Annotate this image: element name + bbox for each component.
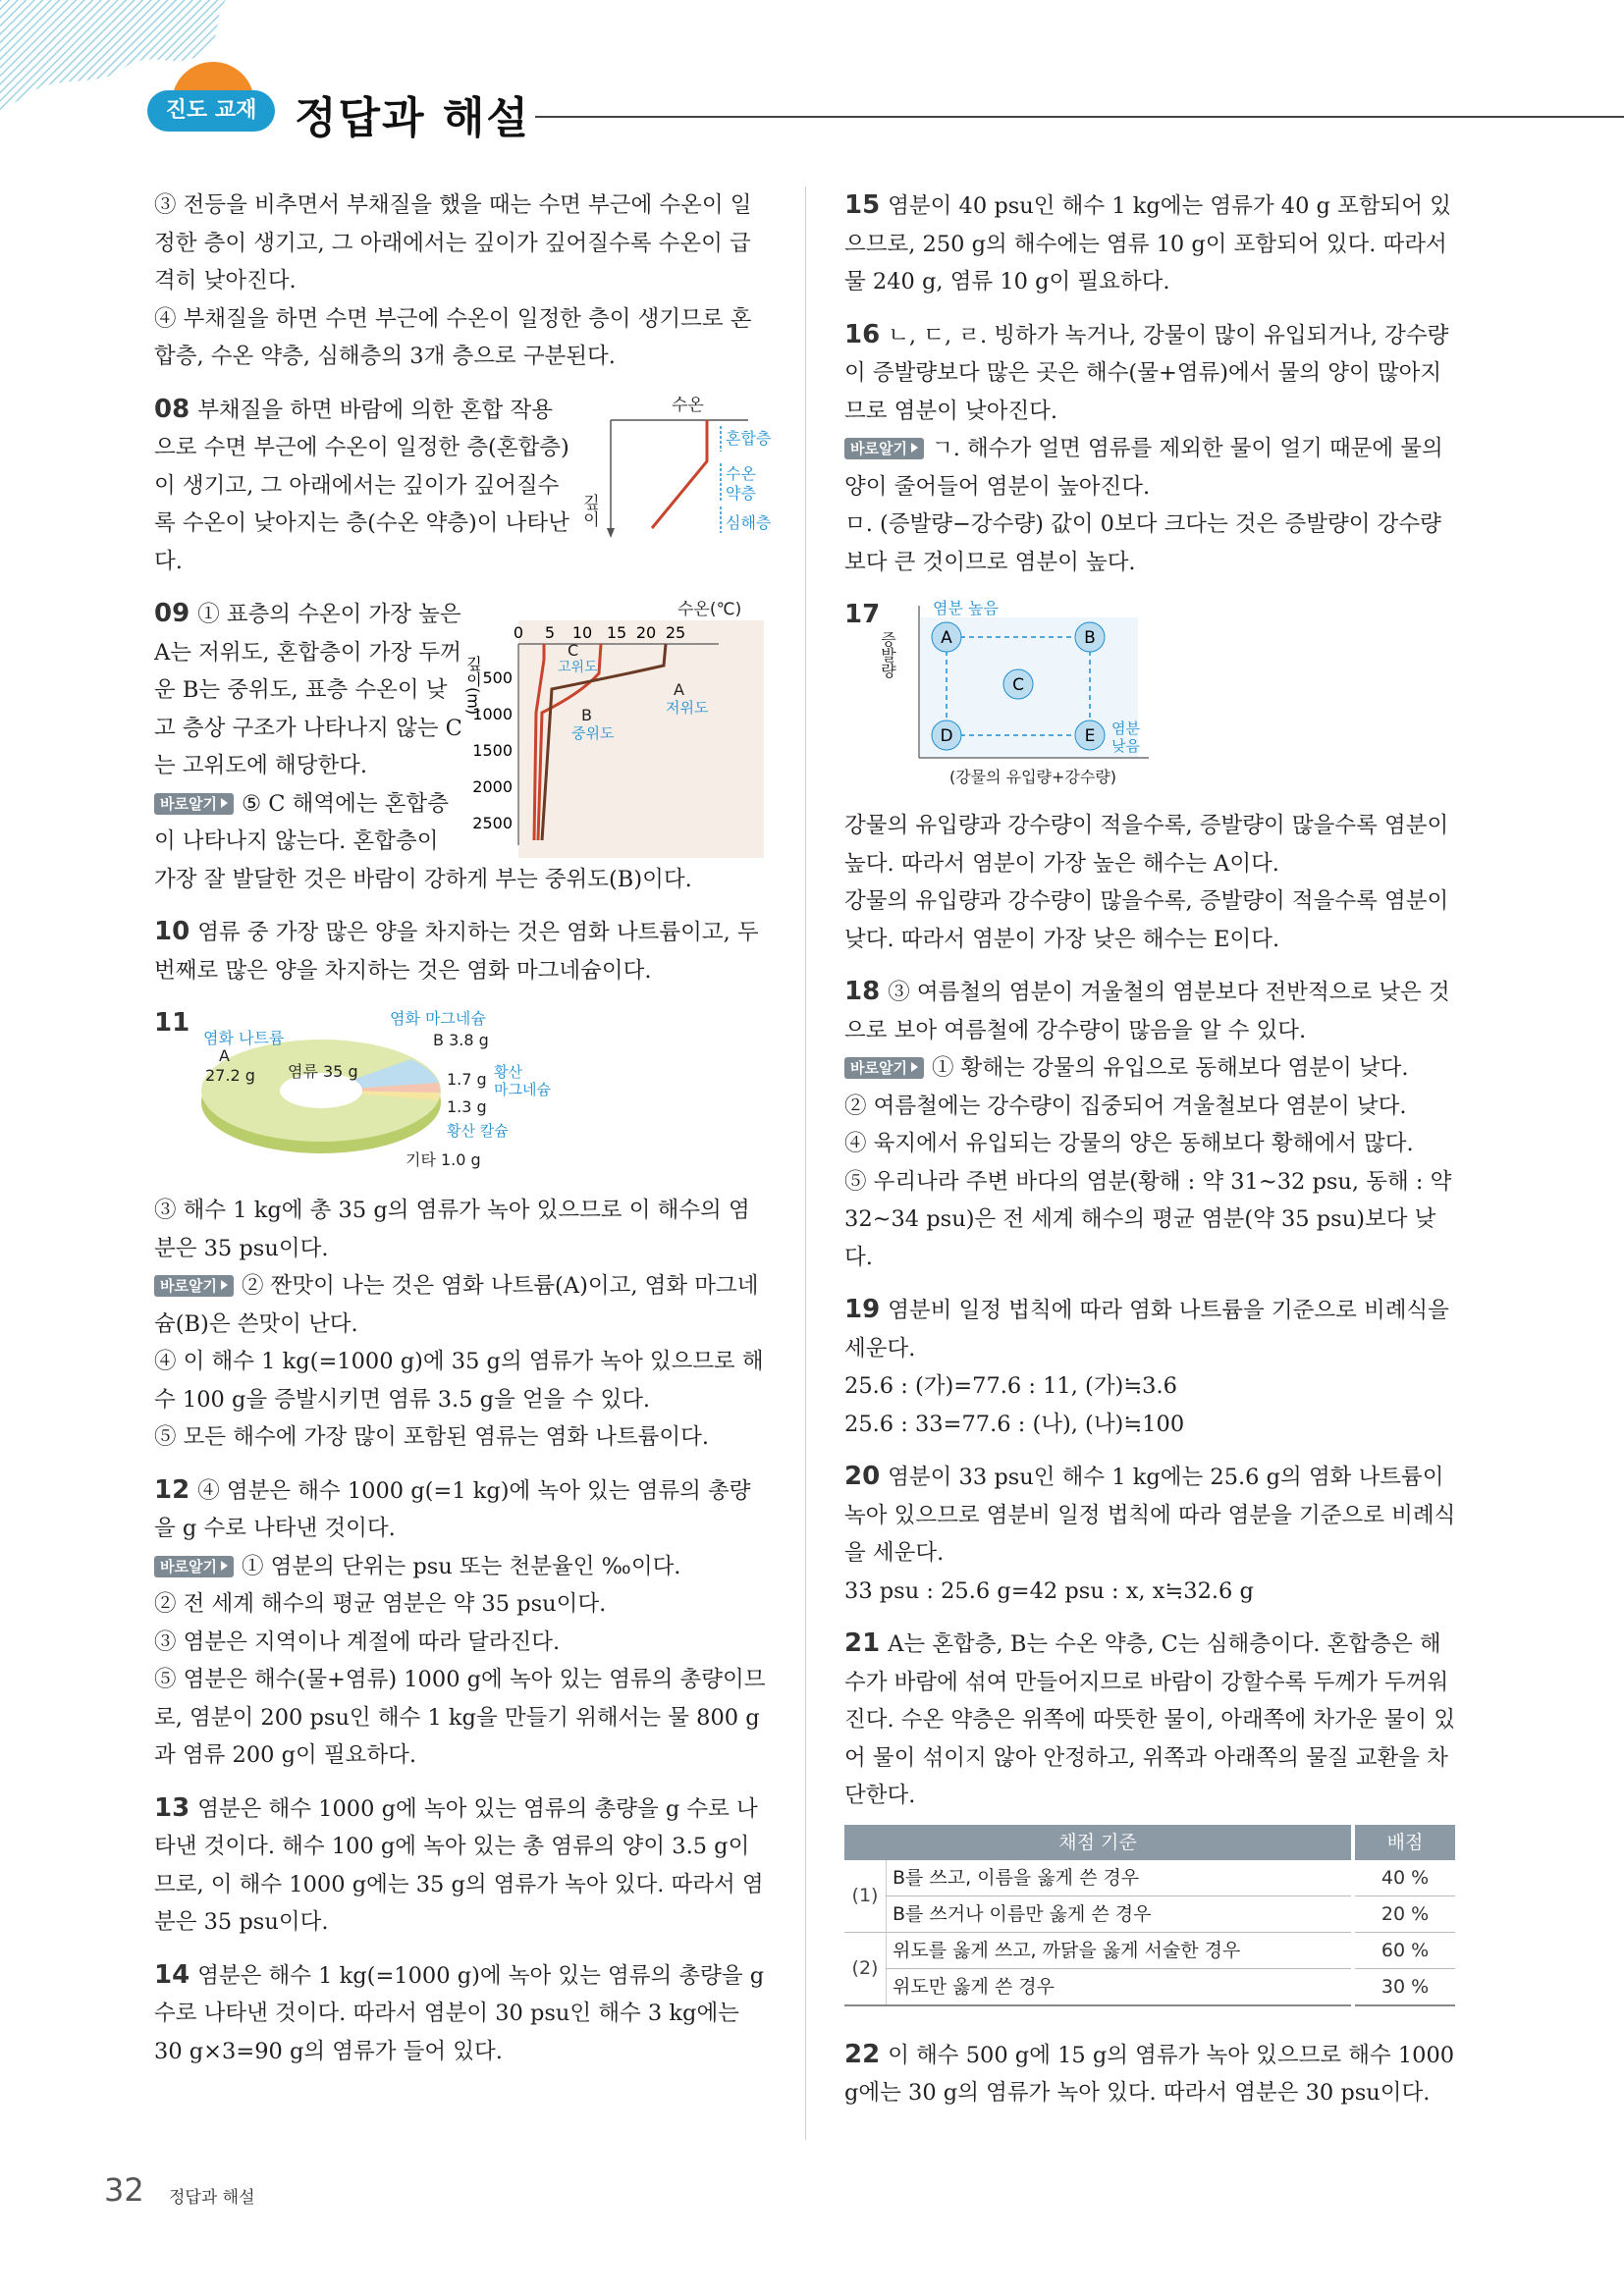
answer-text: 이 해수 500 g에 15 g의 염류가 녹아 있으므로 해수 1000 g에는 30 g의 염류가 녹아 있다. 따라서 염분은 30 psu이다.	[844, 2042, 1455, 2106]
answer-text: ① 표층의 수온이 가장 높은 A는 저위도, 혼합층이 가장 두꺼운 B는 중위도, 표층 수온이 낮고 층상 구조가 나타나지 않는 C는 고위도에 해당한다.	[154, 602, 462, 778]
q09-curve-a-letter: A	[674, 680, 684, 699]
question-number: 09	[154, 599, 190, 628]
question-number: 13	[154, 1792, 190, 1823]
q09-xtick: 20	[635, 623, 657, 642]
q09-latitude-temperature-figure	[463, 595, 768, 858]
correction-text: ㅁ. (증발량−강수량) 값이 0보다 크다는 것은 증발량이 강수량보다 큰 것이므로 염분이 높다.	[844, 511, 1441, 575]
scoring-table-header-points: 배점	[1353, 1825, 1455, 1860]
q11-other-value: 기타 1.0 g	[406, 1150, 481, 1169]
q17-point-e: E	[1084, 726, 1096, 746]
correction-tag: 바로알기	[154, 793, 234, 815]
correction-tag: 바로알기	[844, 1057, 924, 1079]
q17-point-b: B	[1084, 628, 1096, 648]
correction-tag: 바로알기	[154, 1556, 234, 1577]
question-number: 15	[844, 190, 881, 220]
correction-text: ④ 이 해수 1 kg(=1000 g)에 35 g의 염류가 녹아 있으므로 해수 100 g을 증발시키면 염류 3.5 g을 얻을 수 있다.	[154, 1349, 764, 1413]
answer-text: 염분은 해수 1 kg(=1000 g)에 녹아 있는 염류의 총량을 g 수로 나타낸 것이다. 따라서 염분이 30 psu인 해수 3 kg에는 30 g×3=90 g의 염류가 들어 있다.	[154, 1962, 765, 2064]
q17-salinity-diagram	[878, 596, 1178, 792]
question-09	[154, 595, 768, 898]
page-header	[0, 0, 1624, 157]
q08-temp-label: 수온	[672, 395, 704, 415]
q17-evaporation-label: 증발량	[878, 631, 897, 678]
q17-point-c: C	[1012, 675, 1024, 695]
scoring-table-header-criteria: 채점 기준	[844, 1825, 1353, 1860]
table-criteria: B를 쓰고, 이름을 옳게 쓴 경우	[887, 1860, 1354, 1896]
answer-text: 염분이 40 psu인 해수 1 kg에는 염류가 40 g 포함되어 있으므로, 250 g의 해수에는 염류 10 g이 포함되어 있다. 따라서 물 240 g, 염류 10 g이 필요하다.	[844, 193, 1451, 294]
correction-text: ② 여름철에는 강수량이 집중되어 겨울철보다 염분이 낮다.	[844, 1093, 1407, 1119]
correction-text: ⑤ 염분은 해수(물+염류) 1000 g에 녹아 있는 염류의 총량이므로, 염분이 200 psu인 해수 1 kg을 만들기 위해서는 물 800 g과 염류 200 g이 필요하다.	[154, 1667, 766, 1768]
question-20	[844, 1458, 1458, 1610]
table-points: 30 %	[1353, 1968, 1455, 2005]
q17-point-d: D	[940, 726, 953, 746]
q11-caso4-value: 1.3 g	[447, 1097, 487, 1116]
question-19	[844, 1291, 1458, 1443]
q09-depth-axis-label: 깊이(m)	[463, 656, 483, 716]
answer-text: 강물의 유입량과 강수량이 많을수록, 증발량이 적을수록 염분이 낮다. 따라서 염분이 가장 낮은 해수는 E이다.	[844, 888, 1449, 952]
q11-a-letter: A	[219, 1046, 230, 1065]
table-row	[844, 1932, 1455, 1968]
q09-xtick: 25	[665, 623, 686, 642]
answer-text: A는 혼합층, B는 수온 약층, C는 심해층이다. 혼합층은 해수가 바람에 섞여 만들어지므로 바람이 강할수록 두께가 두꺼워진다. 수온 약층은 위쪽에 따뜻한 물이, 아래쪽에 차가운 물이 있어 물이 섞이지 않아 안정하고, 위쪽과 아래쪽의 물질 교환을 차단한다.	[844, 1631, 1456, 1808]
answer-text: ③ 여름철의 염분이 겨울철의 염분보다 전반적으로 낮은 것으로 보아 여름철에 강수량이 많음을 알 수 있다.	[844, 980, 1450, 1043]
q09-temp-axis-label: 수온(℃)	[677, 600, 742, 619]
q09-ytick: 2000	[472, 777, 513, 796]
question-number: 17	[844, 600, 881, 629]
corner-decoration	[0, 0, 295, 157]
q17-low-salinity-label-2: 낮음	[1111, 737, 1140, 755]
table-points: 60 %	[1353, 1932, 1455, 1968]
q17-x-axis-label: (강물의 유입량+강수량)	[948, 768, 1117, 786]
left-column	[154, 187, 772, 2070]
question-number: 14	[154, 1959, 190, 1990]
q11-center-label: 염류 35 g	[288, 1062, 358, 1081]
answer-text: 염분은 해수 1000 g에 녹아 있는 염류의 총량을 g 수로 나타낸 것이다. 해수 100 g에 녹아 있는 총 염류의 양이 3.5 g이므로, 이 해수 1000 g에는 35 g의 염류가 녹아 있다. 따라서 염분은 35 psu이다.	[154, 1795, 764, 1935]
table-criteria: 위도를 옳게 쓰고, 까닭을 옳게 서술한 경우	[887, 1932, 1354, 1968]
q09-curve-c-latitude: 고위도	[558, 660, 598, 675]
question-22	[844, 2036, 1458, 2112]
question-18	[844, 973, 1458, 1276]
question-number: 19	[844, 1295, 881, 1324]
table-criteria: 위도만 옳게 쓴 경우	[887, 1968, 1354, 2005]
q09-ytick: 1000	[472, 705, 513, 723]
table-row	[844, 1896, 1455, 1932]
question-number: 12	[154, 1474, 190, 1505]
table-part: (1)	[844, 1860, 887, 1933]
header-rule	[535, 116, 1624, 118]
answer-text: ③ 전등을 비추면서 부채질을 했을 때는 수면 부근에 수온이 일정한 층이 생기고, 그 아래에서는 깊이가 깊어질수록 수온이 급격히 낮아진다.	[154, 192, 752, 294]
q09-ytick: 2500	[472, 814, 513, 832]
question-number: 22	[844, 2039, 881, 2069]
table-part: (2)	[844, 1932, 887, 2005]
answer-text: 부채질을 하면 바람에 의한 혼합 작용으로 수면 부근에 수온이 일정한 층(혼합층)이 생기고, 그 아래에서는 깊이가 깊어질수록 수온이 낮아지는 층(수온 약층)이 나타난다.	[154, 397, 569, 574]
table-points: 40 %	[1353, 1860, 1455, 1896]
q09-curve-b-latitude: 중위도	[571, 724, 615, 742]
question-15	[844, 187, 1458, 301]
correction-text: ④ 육지에서 유입되는 강물의 양은 동해보다 황해에서 많다.	[844, 1131, 1414, 1156]
q11-salt-composition-figure	[154, 1004, 551, 1177]
answer-text: 염류 중 가장 많은 양을 차지하는 것은 염화 나트륨이고, 두 번째로 많은 양을 차지하는 것은 염화 마그네슘이다.	[154, 920, 759, 984]
table-points: 20 %	[1353, 1896, 1455, 1932]
question-number: 16	[844, 319, 881, 349]
q09-xtick: 0	[513, 623, 524, 642]
question-16	[844, 316, 1458, 582]
q11-nacl-label: 염화 나트륨	[203, 1029, 285, 1047]
q09-xtick: 5	[544, 623, 556, 642]
correction-text: ⑤ C 해역에는 혼합층이 나타나지 않는다. 혼합층이 가장 잘 발달한 것은 바람이 강하게 부는 중위도(B)이다.	[154, 790, 692, 892]
equation: 25.6 : (가)=77.6 : 11, (가)≒3.6	[844, 1373, 1177, 1399]
q09-xtick: 10	[571, 623, 593, 642]
question-08	[154, 391, 772, 581]
correction-text: ⑤ 모든 해수에 가장 많이 포함된 염류는 염화 나트륨이다.	[154, 1424, 710, 1450]
question-13	[154, 1789, 768, 1942]
q09-xtick: 15	[606, 623, 627, 642]
question-number: 18	[844, 977, 881, 1006]
question-11	[154, 1004, 768, 1457]
q17-high-salinity-label: 염분 높음	[933, 599, 999, 617]
correction-text: ② 짠맛이 나는 것은 염화 나트륨(A)이고, 염화 마그네슘(B)은 쓴맛이 난다.	[154, 1273, 759, 1337]
question-number: 20	[844, 1462, 881, 1491]
question-14	[154, 1956, 768, 2071]
answer-text: ④ 염분은 해수 1000 g(=1 kg)에 녹아 있는 염류의 총량을 g 수로 나타낸 것이다.	[154, 1477, 751, 1541]
table-criteria: B를 쓰거나 이름만 옳게 쓴 경우	[887, 1896, 1354, 1932]
question-21	[844, 1625, 1458, 2006]
q09-curve-a-latitude: 저위도	[666, 699, 709, 717]
right-column	[844, 187, 1458, 2112]
q11-mgso4-label: 황산	[494, 1063, 522, 1081]
q09-ytick: 1500	[472, 741, 513, 760]
scoring-table	[844, 1825, 1455, 2006]
answer-text: ③ 해수 1 kg에 총 35 g의 염류가 녹아 있으므로 이 해수의 염분은 35 psu이다.	[154, 1198, 750, 1261]
q11-b-value: B 3.8 g	[433, 1031, 489, 1049]
answer-text: 강물의 유입량과 강수량이 적을수록, 증발량이 많을수록 염분이 높다. 따라서 염분이 가장 높은 해수는 A이다.	[844, 813, 1449, 877]
column-divider	[805, 187, 806, 2140]
q08-deep-layer-label: 심해층	[726, 512, 772, 532]
correction-text: ③ 염분은 지역이나 계절에 따라 달라진다.	[154, 1629, 561, 1655]
q09-curve-c-letter: C	[568, 641, 579, 660]
q08-thermocline-label: 수온	[726, 463, 756, 483]
q08-thermocline-label-2: 약층	[726, 483, 756, 503]
table-row	[844, 1860, 1455, 1896]
equation: 25.6 : 33=77.6 : (나), (나)≒100	[844, 1411, 1185, 1437]
question-17	[844, 596, 1458, 958]
question-number: 11	[154, 1008, 190, 1038]
page-title: 정답과 해설	[295, 93, 530, 143]
answer-text: 염분비 일정 법칙에 따라 염화 나트륨을 기준으로 비례식을 세운다.	[844, 1298, 1449, 1362]
question-12	[154, 1471, 768, 1775]
q09-ytick: 500	[482, 668, 513, 687]
question-number: 21	[844, 1629, 881, 1658]
correction-tag: 바로알기	[844, 438, 924, 459]
correction-text: ⑤ 우리나라 주변 바다의 염분(황해 : 약 31~32 psu, 동해 : 약 32~34 psu)은 전 세계 해수의 평균 염분(약 35 psu)보다 낮다.	[844, 1168, 1452, 1270]
q09-curve-b-letter: B	[581, 706, 592, 724]
q11-mgcl2-label: 염화 마그네슘	[390, 1009, 486, 1028]
question-10	[154, 913, 768, 989]
q17-point-a: A	[941, 628, 952, 648]
section-badge: 진도 교재	[147, 90, 275, 132]
footer-label: 정답과 해설	[169, 2188, 255, 2208]
correction-text: ㄱ. 해수가 얼면 염류를 제외한 물이 얼기 때문에 물의 양이 줄어들어 염분이 높아진다.	[844, 436, 1443, 500]
q17-low-salinity-label: 염분	[1111, 720, 1140, 737]
answer-text: ㄴ, ㄷ, ㄹ. 빙하가 녹거나, 강물이 많이 유입되거나, 강수량이 증발량보다 많은 곳은 해수(물+염류)에서 물의 양이 많아지므로 염분이 낮아진다.	[844, 322, 1449, 424]
correction-text: ② 전 세계 해수의 평균 염분은 약 35 psu이다.	[154, 1591, 607, 1617]
answer-text: 염분이 33 psu인 해수 1 kg에는 25.6 g의 염화 나트륨이 녹아 있으므로 염분비 일정 법칙에 따라 염분을 기준으로 비례식을 세운다.	[844, 1465, 1456, 1566]
q11-a-value: 27.2 g	[205, 1066, 255, 1085]
correction-text: ① 염분의 단위는 psu 또는 천분율인 ‰이다.	[241, 1553, 681, 1579]
q08-depth-label: 깊이	[579, 493, 599, 527]
q11-caso4-label: 황산 칼슘	[447, 1122, 509, 1140]
q08-temperature-profile-figure	[579, 391, 772, 548]
q11-mgso4-label-2: 마그네슘	[494, 1081, 551, 1098]
correction-text: ① 황해는 강물의 유입으로 동해보다 염분이 낮다.	[931, 1055, 1409, 1081]
table-row	[844, 1968, 1455, 2005]
answer-text: ④ 부채질을 하면 수면 부근에 수온이 일정한 층이 생기므로 혼합층, 수온 약층, 심해층의 3개 층으로 구분된다.	[154, 305, 752, 369]
question-number: 08	[154, 394, 190, 424]
q11-mgso4-value: 1.7 g	[447, 1070, 487, 1089]
question-number: 10	[154, 917, 190, 946]
q08-mixed-layer-label: 혼합층	[726, 428, 772, 448]
page-number: 32	[104, 2171, 144, 2209]
equation: 33 psu : 25.6 g=42 psu : x, x≒32.6 g	[844, 1577, 1254, 1604]
correction-tag: 바로알기	[154, 1275, 234, 1297]
